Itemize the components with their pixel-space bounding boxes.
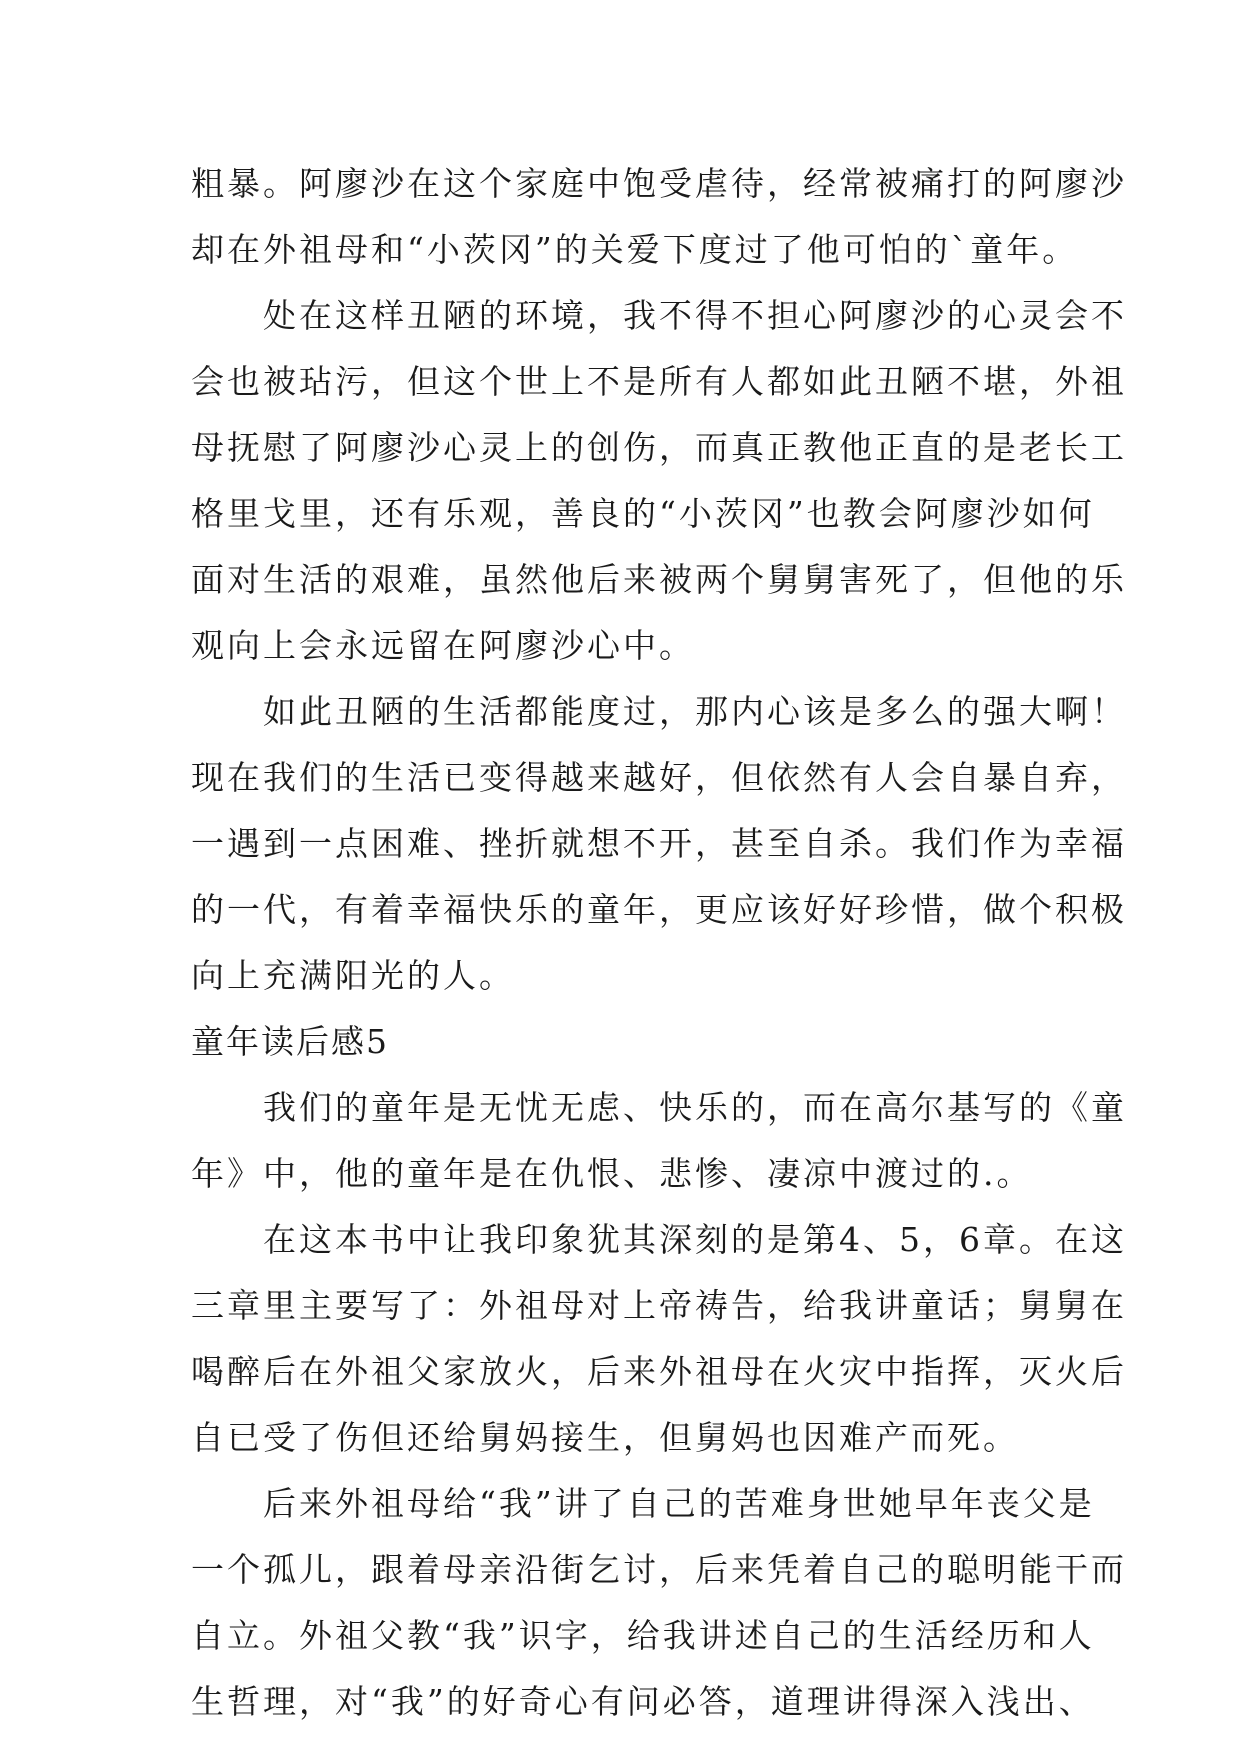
text-line: 观向上会永远留在阿廖沙心中。	[191, 626, 695, 665]
document-body	[191, 151, 1127, 1735]
text-line: 现在我们的生活已变得越来越好，但依然有人会自暴自弃，	[191, 758, 1127, 797]
text-line: 如此丑陋的生活都能度过，那内心该是多么的强大啊！	[191, 692, 1127, 731]
text-line: 生哲理，对“我”的好奇心有问必答，道理讲得深入浅出、	[191, 1682, 1095, 1721]
text-line: 一遇到一点困难、挫折就想不开，甚至自杀。我们作为幸福	[191, 824, 1127, 863]
text-line: 的一代，有着幸福快乐的童年，更应该好好珍惜，做个积极	[191, 890, 1127, 929]
text-line: 处在这样丑陋的环境，我不得不担心阿廖沙的心灵会不	[191, 296, 1127, 335]
text-line: 三章里主要写了：外祖母对上帝祷告，给我讲童话；舅舅在	[191, 1286, 1127, 1325]
text-line: 喝醉后在外祖父家放火，后来外祖母在火灾中指挥，灭火后	[191, 1352, 1127, 1391]
text-line: 母抚慰了阿廖沙心灵上的创伤，而真正教他正直的是老长工	[191, 428, 1127, 467]
text-line: 却在外祖母和“小茨冈”的关爱下度过了他可怕的`童年。	[191, 230, 1079, 269]
text-line: 自已受了伤但还给舅妈接生，但舅妈也因难产而死。	[191, 1418, 1019, 1457]
text-line: 格里戈里，还有乐观，善良的“小茨冈”也教会阿廖沙如何	[191, 494, 1095, 533]
text-line: 在这本书中让我印象犹其深刻的是第4、5，6章。在这	[191, 1220, 1127, 1259]
text-line: 我们的童年是无忧无虑、快乐的，而在高尔基写的《童	[191, 1088, 1127, 1127]
section-heading: 童年读后感5	[191, 1022, 389, 1061]
text-line: 向上充满阳光的人。	[191, 956, 515, 995]
text-line: 年》中，他的童年是在仇恨、悲惨、凄凉中渡过的.。	[191, 1154, 1033, 1193]
text-line: 会也被玷污，但这个世上不是所有人都如此丑陋不堪，外祖	[191, 362, 1127, 401]
text-line: 自立。外祖父教“我”识字，给我讲述自己的生活经历和人	[191, 1616, 1095, 1655]
text-line: 一个孤儿，跟着母亲沿街乞讨，后来凭着自己的聪明能干而	[191, 1550, 1127, 1589]
text-line: 粗暴。阿廖沙在这个家庭中饱受虐待，经常被痛打的阿廖沙	[191, 164, 1127, 203]
text-line: 后来外祖母给“我”讲了自己的苦难身世她早年丧父是	[191, 1484, 1095, 1523]
text-line: 面对生活的艰难，虽然他后来被两个舅舅害死了，但他的乐	[191, 560, 1127, 599]
